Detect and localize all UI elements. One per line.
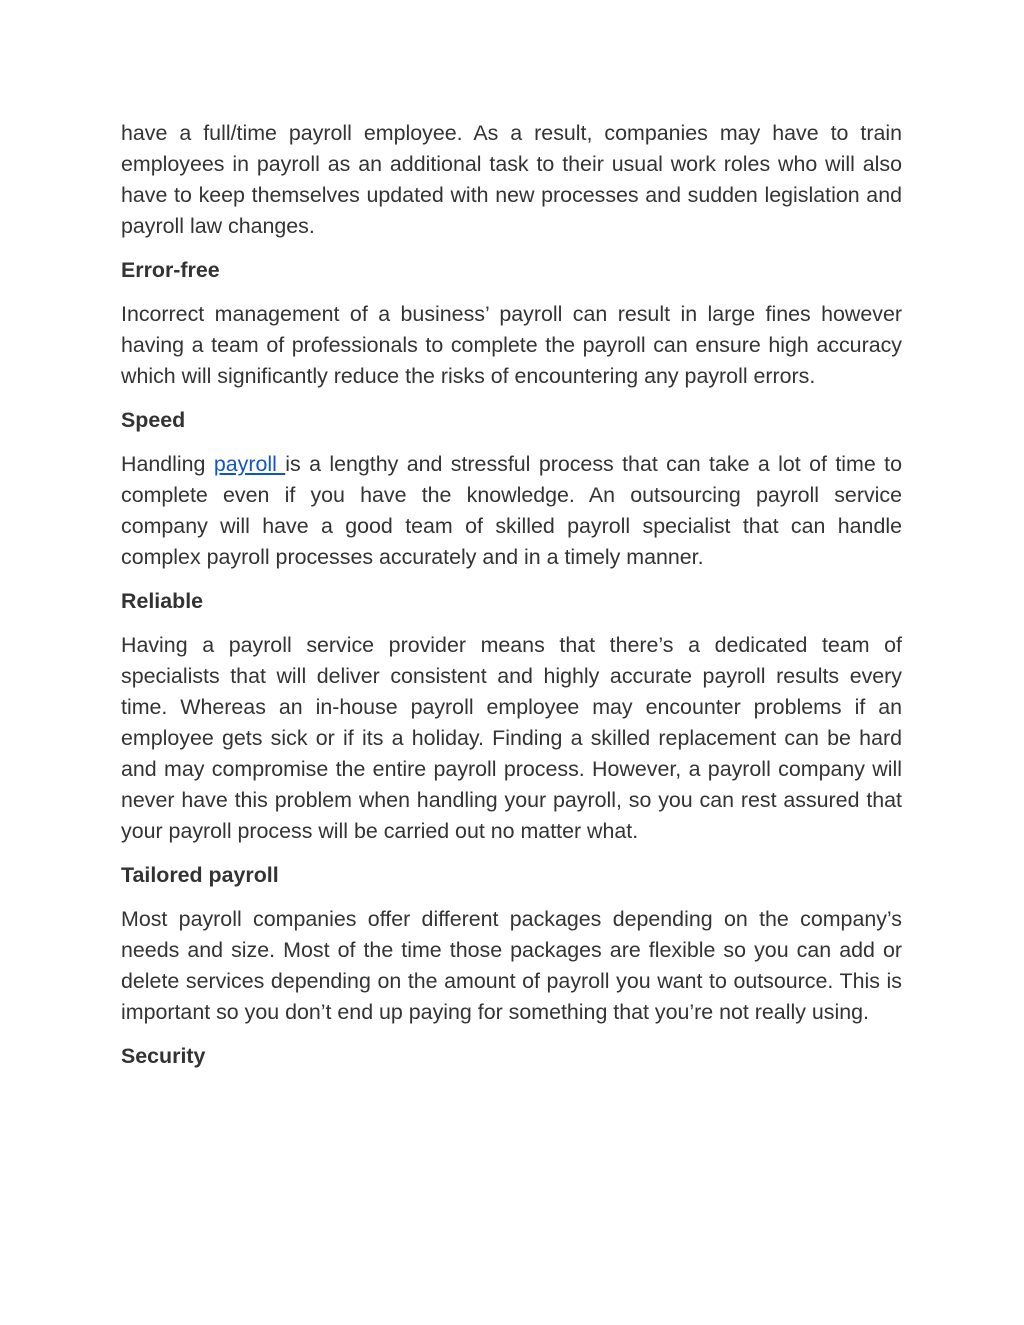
section-heading-speed: Speed [121,408,186,432]
section-body-reliable: Having a payroll service provider means that there’s a dedicated team of specialists that will deliver consistent and highly accurate payroll results every time. Whereas an in-house payroll employee may encounter problems if an employee gets sick or if its a holiday. Finding a skilled replacement can be hard and may compromise the entire payroll process. However, a payroll company will never have this problem when handling your payroll, so you can rest assured that your payroll process will be carried out no matter what. [121,633,902,843]
section-heading-error-free: Error-free [121,258,220,282]
document-page [121,118,902,1072]
section-heading-tailored-payroll: Tailored payroll [121,863,279,887]
section-body-tailored-payroll: Most payroll companies offer different packages depending on the company’s needs and size. Most of the time those packages are flexible so you can add or delete services depending on the amount of payroll you want to outsource. This is important so you don’t end up paying for something that you’re not really using. [121,907,902,1024]
speed-text-after-link: is a lengthy and stressful process that can take a lot of time to complete even if you have the knowledge. An outsourcing payroll service company will have a good team of skilled payroll specialist that can handle complex payroll processes accurately and in a timely manner. [121,452,902,569]
section-heading-reliable: Reliable [121,589,204,613]
payroll-link[interactable]: payroll [213,452,286,476]
intro-paragraph: have a full/time payroll employee. As a result, companies may have to train employees in payroll as an additional task to their usual work roles who will also have to keep themselves updated with new processes and sudden legislation and payroll law changes. [121,121,902,238]
section-body-speed [121,449,902,573]
section-heading-security: Security [121,1044,206,1068]
section-body-error-free: Incorrect management of a business’ payroll can result in large fines however having a team of professionals to complete the payroll can ensure high accuracy which will significantly reduce the risks of encountering any payroll errors. [121,302,902,388]
speed-text-before-link: Handling [121,452,214,476]
